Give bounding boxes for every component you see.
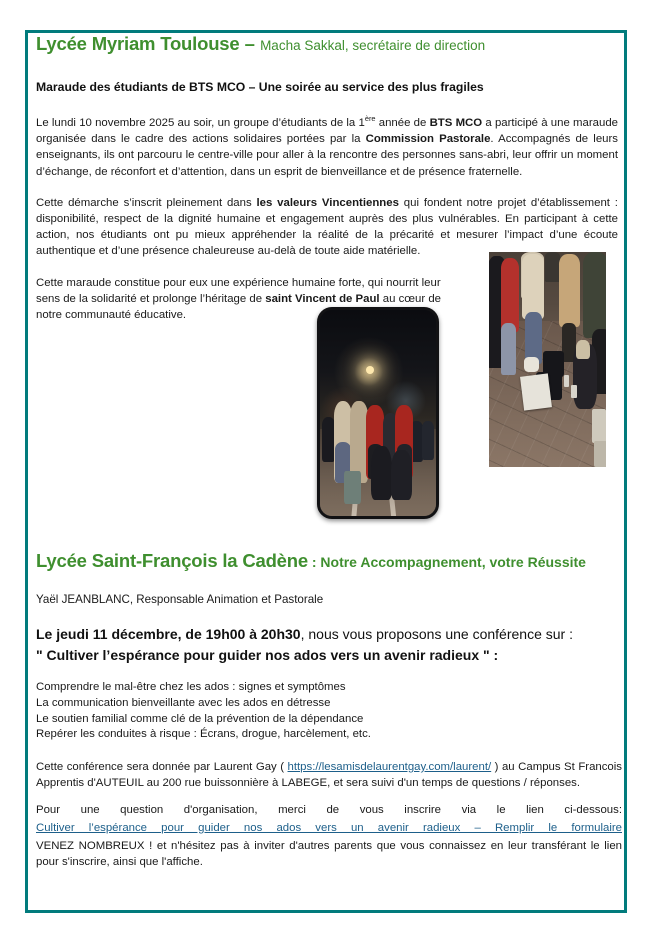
para1-text-4: . Accompagnés de leurs enseignants, ils ont parcouru le centre-ville pour aller à la rencontre des personnes sans-abri, leur offrir un moment d’échange, de réconfort et d’attention, dans un esprit de bienveillance et de présence fraternelle. — [36, 133, 618, 178]
speaker-text-1: Cette conférence sera donnée par Laurent Gay ( — [36, 760, 288, 773]
section-cadene-heading-subtitle: Notre Accompagnement, votre Réussite — [320, 554, 586, 570]
para2-bold-valeurs-vincentiennes: les valeurs Vincentiennes — [256, 196, 399, 209]
speaker-website-link[interactable]: https://lesamisdelaurentgay.com/laurent/ — [287, 760, 492, 773]
conference-topic-list — [36, 680, 622, 743]
section-myriam-paragraph-1 — [36, 114, 618, 180]
para1-superscript: ère — [364, 114, 376, 124]
section-myriam-heading-dash: – — [239, 33, 261, 54]
lead-bold-title: " Cultiver l’espérance pour guider nos ados vers un avenir radieux " : — [36, 646, 499, 663]
para3-text-1: Cette maraude constitue pour eux une expérience humaine forte, qui nourrit leur sens de la solidarité et prolonge l’héritage de — [36, 276, 441, 305]
section-cadene-register-line-1: Pour une question d'organisation, merci de vous inscrire via le lien ci-dessous: — [36, 804, 622, 817]
speaker-text-2: ) au Campus St Francois Apprentis d'AUTEUIL au 200 rue buissonnière à LABEGE, et sera suivi d'un temps de questions / réponses. — [36, 760, 622, 790]
section-cadene-lead — [36, 624, 622, 665]
para3-text-2: au cœur de notre communauté éducative. — [36, 292, 442, 321]
para2-text-2: qui fondent notre projet d’établissement : disponibilité, respect de la dignité humaine et engagement auprès des plus vulnérables. En participant à cette action, nos étudiants ont pu mieux appréhender la réalité de la précarité et mesurer l’impact d’une écoute authentique et d’une présence chaleureuse au-delà de toute aide matérielle. — [36, 196, 618, 258]
section-cadene-byline: Yaël JEANBLANC, Responsable Animation et Pastorale — [36, 593, 324, 607]
list-item: Le soutien familial comme clé de la prévention de la dépendance — [36, 712, 364, 725]
section-cadene-register-closing: VENEZ NOMBREUX ! et n'hésitez pas à inviter d'autres parents que vous connaissez en leur transférant le lien pour s'inscrire, ainsi que l'affiche. — [36, 839, 622, 868]
section-myriam-paragraph-2 — [36, 195, 618, 260]
list-item: Comprendre le mal-être chez les ados : signes et symptômes — [36, 681, 346, 694]
section-myriam-heading — [36, 33, 618, 55]
para1-bold-commission-pastorale: Commission Pastorale — [365, 133, 491, 146]
registration-form-link[interactable]: Cultiver l’espérance pour guider nos ados vers un avenir radieux – Remplir le formulaire — [36, 821, 622, 834]
section-cadene-speaker-paragraph — [36, 759, 622, 791]
para2-text-1: Cette démarche s’inscrit pleinement dans — [36, 196, 257, 209]
section-cadene-heading-main: Lycée Saint-François la Cadène — [36, 550, 308, 571]
section-cadene-heading-separator: : — [307, 554, 321, 570]
para1-text-2: année de — [375, 117, 430, 130]
photo-student-group-night — [317, 307, 439, 519]
section-saint-francois-la-cadene — [36, 550, 622, 870]
section-myriam-heading-main: Lycée Myriam Toulouse — [36, 33, 240, 54]
list-item: Repérer les conduites à risque : Écrans, drogue, harcèlement, etc. — [36, 728, 371, 741]
lead-text-1: , nous vous proposons une conférence sur : — [300, 626, 573, 643]
photo-street-pavement — [489, 252, 606, 467]
para3-bold-saint-vincent: saint Vincent de Paul — [265, 292, 380, 305]
section-myriam-subhead: Maraude des étudiants de BTS MCO – Une soirée au service des plus fragiles — [36, 80, 484, 95]
para1-bold-bts-mco: BTS MCO — [429, 117, 483, 130]
para1-text-3: a participé à une maraude organisée dans le cadre des actions solidaires portées par la — [36, 117, 618, 146]
section-cadene-heading — [36, 550, 622, 572]
section-cadene-register-link-line — [36, 820, 622, 836]
list-item: La communication bienveillante avec les ados en détresse — [36, 696, 331, 709]
para1-text-1: Le lundi 10 novembre 2025 au soir, un groupe d’étudiants de la 1 — [36, 117, 365, 130]
lead-bold-date: Le jeudi 11 décembre, de 19h00 à 20h30 — [36, 626, 301, 643]
section-myriam-heading-subtitle: Macha Sakkal, secrétaire de direction — [260, 38, 486, 53]
